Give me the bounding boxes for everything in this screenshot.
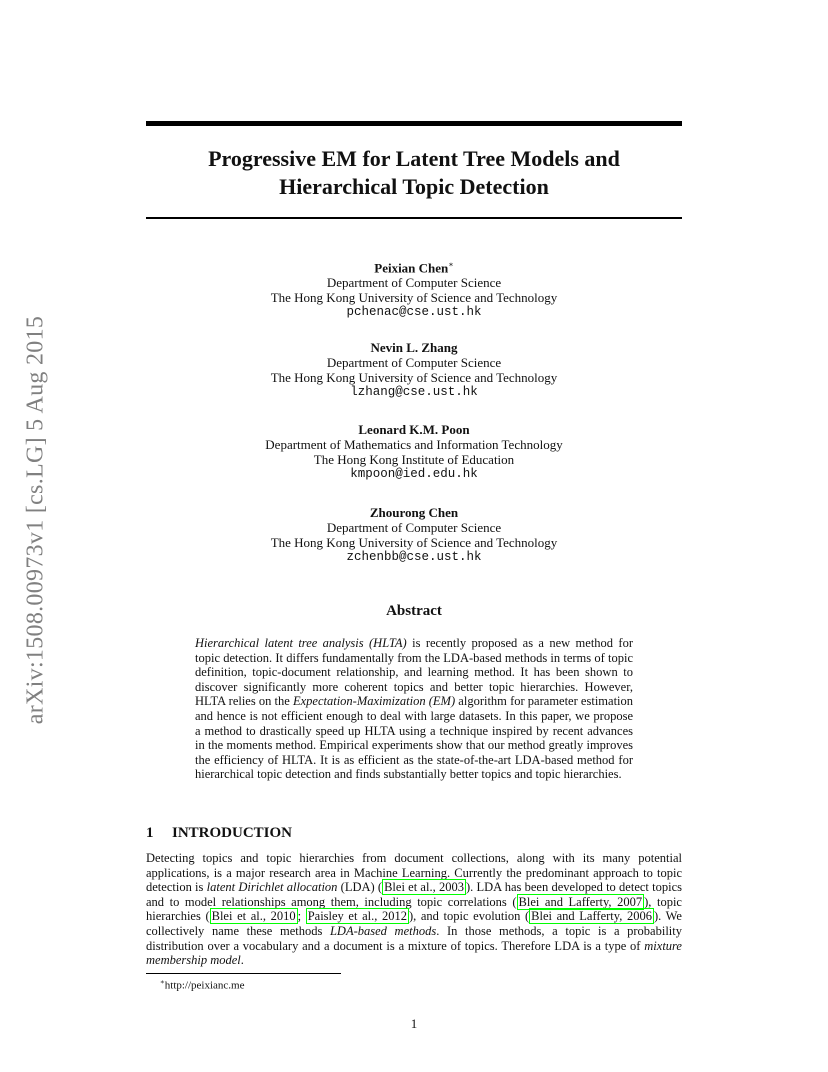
footnote: [160, 978, 245, 992]
citation-link[interactable]: Blei et al., 2003: [384, 880, 464, 895]
author-institution: The Hong Kong University of Science and Technology: [270, 290, 558, 306]
abstract-heading: Abstract: [386, 603, 442, 619]
author-department: Department of Computer Science: [326, 275, 502, 291]
citation-link[interactable]: Paisley et al., 2012: [307, 909, 407, 924]
author-email: kmpoon@ied.edu.hk: [350, 467, 478, 481]
title-bottom-rule: [146, 217, 682, 219]
citation-link[interactable]: Blei et al., 2010: [211, 909, 296, 924]
page-number: 1: [410, 1016, 418, 1031]
abstract-term: Expectation-Maximization (EM): [292, 694, 456, 709]
author-institution: The Hong Kong University of Science and Technology: [270, 535, 558, 550]
author-email: lzhang@cse.ust.hk: [350, 385, 478, 399]
author-department: Department of Computer Science: [326, 355, 502, 370]
intro-paragraph: Detecting topics and topic hierarchies from document collections, along with its many potential applications, is a major research area in Machine Learning. Currently the predominant approach to topic detection is latent Dirichlet allocation (LDA) ( Blei et al., 2003 ). LDA has been developed to detect topics and to model relationships among them, including topic correlations ( Blei and Lafferty, 2007 ), topic hierarchies ( Blei et al., 2010 ; Paisley et al., 2012 ), and topic evolution ( Blei and Lafferty, 2006 ). We collectively name these methods LDA-based methods. In those methods, a topic is a probability distribution over a vocabulary and a document is a mixture of topics. Therefore LDA is a type of mixture membership model.: [146, 851, 683, 968]
author-email: pchenac@cse.ust.hk: [346, 305, 482, 320]
arxiv-identifier: arXiv:1508.00973v1 [cs.LG] 5 Aug 2015: [22, 315, 49, 725]
footnote-marker: ∗: [448, 260, 454, 269]
author-department: Department of Mathematics and Information Technology: [265, 437, 563, 452]
author-institution: The Hong Kong Institute of Education: [313, 452, 515, 467]
citation-link[interactable]: Blei and Lafferty, 2007: [518, 894, 643, 909]
author-name: Nevin L. Zhang: [370, 340, 458, 355]
author-email: zchenbb@cse.ust.hk: [346, 550, 482, 564]
paper-title: [146, 145, 682, 201]
section-title: INTRODUCTION: [172, 825, 293, 841]
section-number: 1: [146, 825, 154, 841]
author-name: Zhourong Chen: [369, 505, 459, 520]
footnote-text: http://peixianc.me: [164, 979, 245, 992]
author-institution: The Hong Kong University of Science and Technology: [270, 370, 558, 385]
author-department: Department of Computer Science: [326, 520, 502, 535]
citation-link[interactable]: Blei and Lafferty, 2006: [531, 909, 652, 924]
author-name: Leonard K.M. Poon: [358, 422, 470, 437]
title-line-2: Hierarchical Topic Detection: [279, 174, 549, 199]
footnote-rule: [146, 973, 341, 974]
title-line-1: Progressive EM for Latent Tree Models and: [208, 146, 620, 171]
author-block: [146, 257, 682, 320]
abstract-term: Hierarchical latent tree analysis (HLTA): [195, 636, 407, 650]
section-heading: [146, 825, 292, 842]
author-block: [146, 340, 682, 400]
author-block: [146, 422, 682, 482]
author-name: Peixian Chen∗: [374, 260, 454, 276]
title-top-rule: [146, 121, 682, 126]
author-block: [146, 505, 682, 565]
abstract-body: Hierarchical latent tree analysis (HLTA) is recently proposed as a new method for topic detection. It differs fundamentally from the LDA-based methods in terms of topic definition, topic-document relationship, and learning method. It has been shown to discover significantly more coherent topics and better topic hierarchies. However, HLTA relies on the Expectation-Maximization (EM) algorithm for parameter estimation and hence is not efficient enough to deal with large datasets. In this paper, we propose a method to drastically speed up HLTA using a technique inspired by recent advances in the moments method. Empirical experiments show that our method greatly improves the efficiency of HLTA. It is as efficient as the state-of-the-art LDA-based method for hierarchical topic detection and finds substantially better topics and topic hierarchies.: [195, 636, 634, 782]
footnote-marker: ∗: [160, 978, 165, 986]
